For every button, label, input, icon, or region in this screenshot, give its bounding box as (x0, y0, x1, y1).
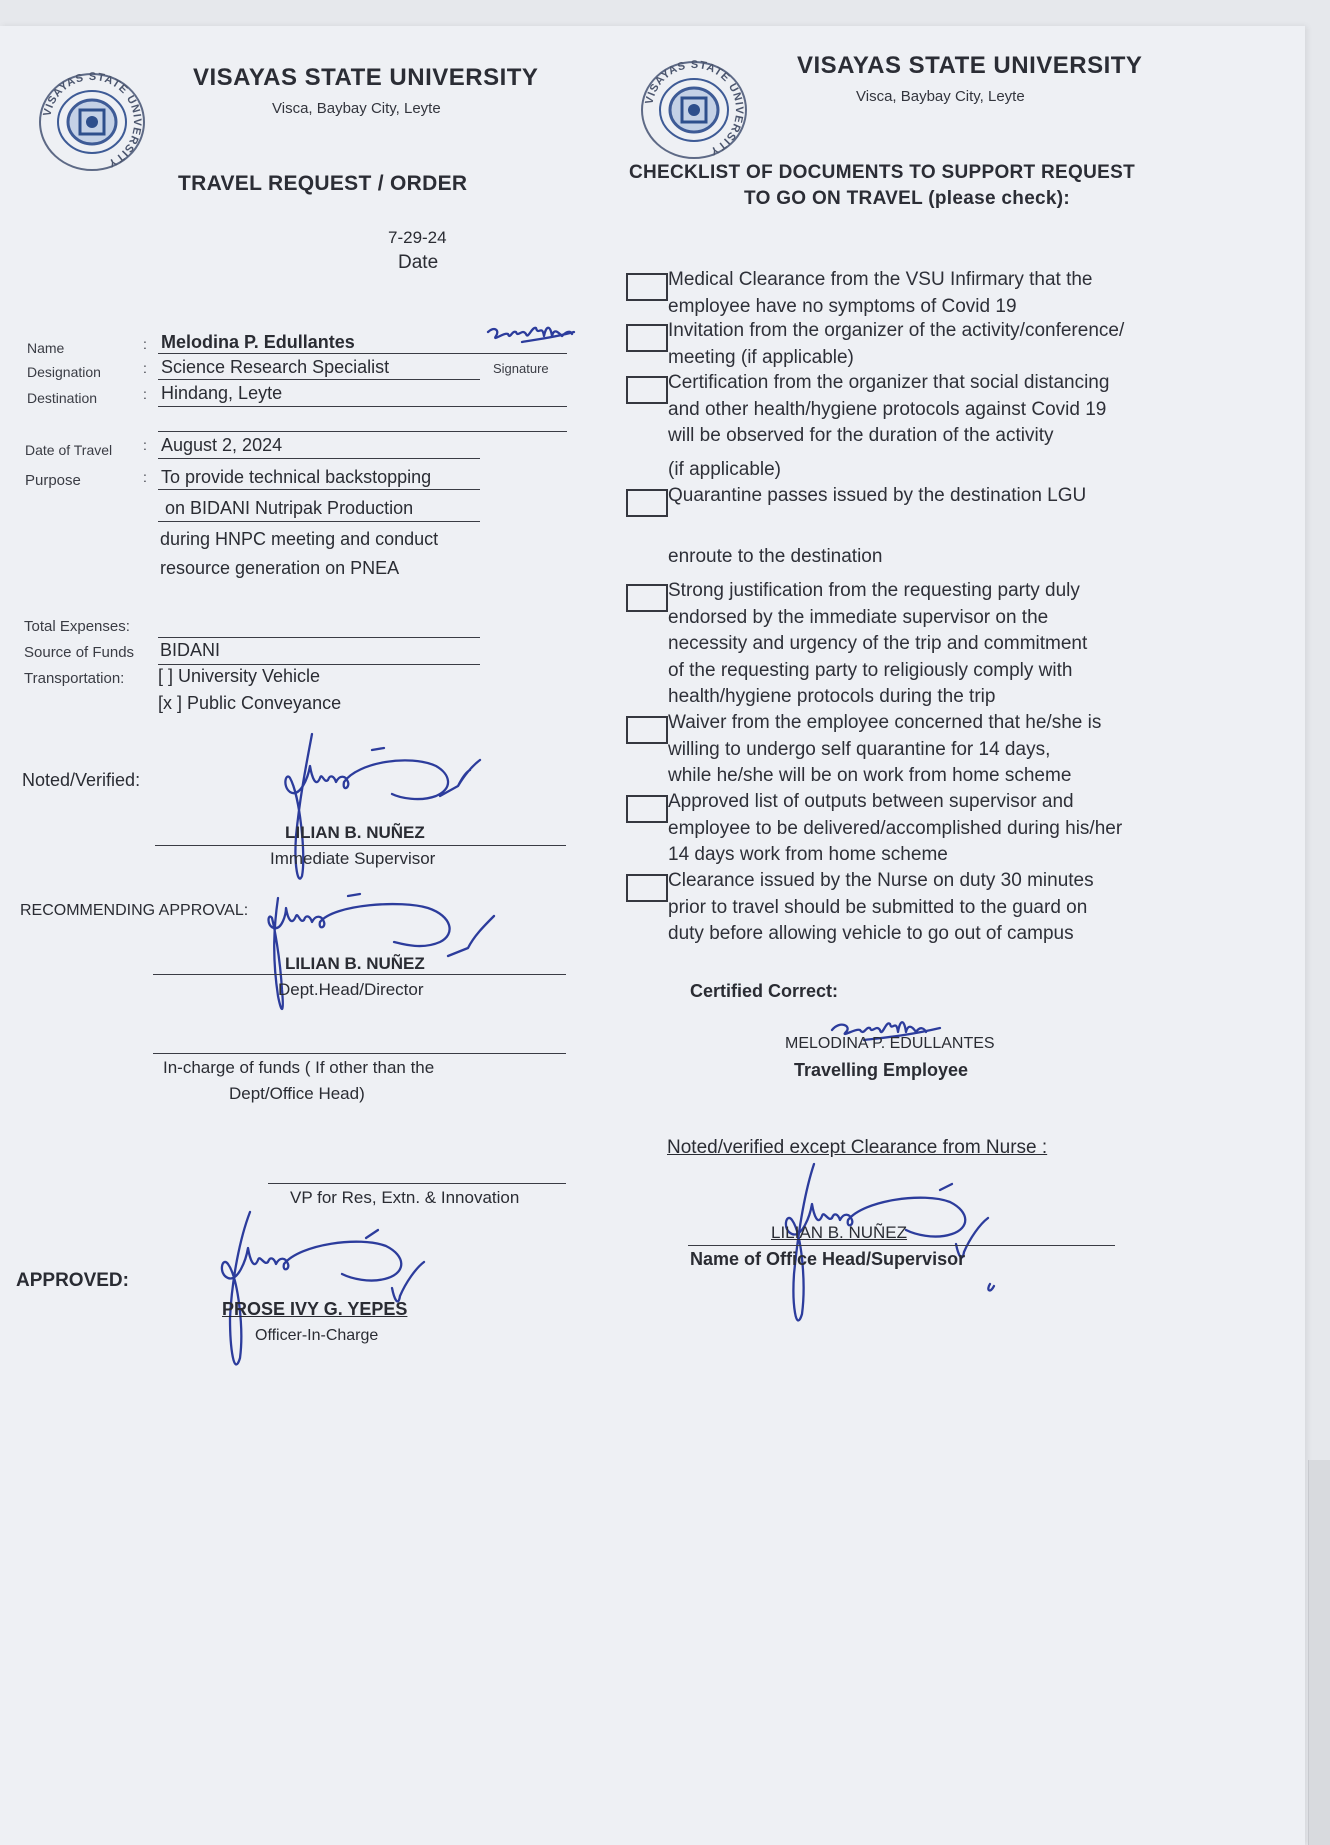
checklist-item-quarantine-passes: Quarantine passes issued by the destination LGU enroute to the destination (668, 485, 1087, 567)
designation-value: Science Research Specialist (161, 357, 390, 377)
svg-text:VISAYAS STATE UNIVERSITY: VISAYAS STATE UNIVERSITY (41, 70, 144, 170)
checkbox-certification[interactable] (626, 376, 668, 404)
purpose-line-2: on BIDANI Nutripak Production (165, 498, 414, 518)
travel-request-title: TRAVEL REQUEST / ORDER (178, 172, 468, 195)
checkbox-invitation[interactable] (626, 324, 668, 352)
checklist-title-line2: TO GO ON TRAVEL (please check): (744, 188, 1071, 209)
purpose-underline-2 (158, 521, 480, 522)
employee-signature-small (482, 322, 578, 356)
incharge-label-line1: In-charge of funds ( If other than the (163, 1058, 435, 1077)
designation-colon: : (143, 360, 147, 376)
university-name-left: VISAYAS STATE UNIVERSITY (193, 64, 539, 91)
recommending-approval-label: RECOMMENDING APPROVAL: (20, 902, 249, 919)
checklist-item-certification: Certification from the organizer that social distancing and other health/hygiene protocols against Covid 19 will be observed for the duration of the activity (if applicable) (668, 372, 1110, 480)
noted-except-nurse-label: Noted/verified except Clearance from Nurse : (667, 1137, 1048, 1158)
checklist-item-waiver: Waiver from the employee concerned that he/she is willing to undergo self quarantine for 14 days, while he/she will be on work from home scheme (668, 712, 1102, 786)
certified-correct-label: Certified Correct: (690, 981, 839, 1001)
noted-verified-label: Noted/Verified: (22, 770, 141, 790)
purpose-colon: : (143, 469, 147, 485)
purpose-underline-1 (158, 489, 480, 490)
incharge-signature-line (153, 1053, 566, 1054)
purpose-label: Purpose (25, 472, 81, 489)
recommending-signature-line (153, 974, 566, 975)
svg-text:VISAYAS STATE UNIVERSITY: VISAYAS STATE UNIVERSITY (643, 58, 746, 158)
transportation-label: Transportation: (24, 670, 125, 687)
office-head-role: Name of Office Head/Supervisor (690, 1249, 966, 1269)
noted-signature (260, 726, 520, 896)
university-address-right: Visca, Baybay City, Leyte (856, 88, 1025, 105)
signature-label: Signature (493, 361, 549, 376)
destination-colon: : (143, 386, 147, 402)
vp-label: VP for Res, Extn. & Innovation (290, 1188, 520, 1207)
noted-signatory-name: LILIAN B. NUÑEZ (285, 823, 425, 842)
adjacent-sheet-edge (1308, 1460, 1330, 1845)
date-value: 7-29-24 (388, 228, 447, 247)
vp-signature-line (268, 1183, 566, 1184)
checklist-item-invitation: Invitation from the organizer of the activity/conference/ meeting (if applicable) (668, 320, 1125, 368)
date-of-travel-label: Date of Travel (25, 442, 113, 458)
checkbox-nurse-clearance[interactable] (626, 874, 668, 902)
noted-signatory-role: Immediate Supervisor (270, 849, 436, 868)
name-value: Melodina P. Edullantes (161, 332, 355, 352)
approved-signature (210, 1198, 480, 1388)
checklist-item-strong-justification: Strong justification from the requesting party duly endorsed by the immediate supervisor on the necessity and urgency of the trip and commitment of the requesting party to religiously comply with health/hygiene protocols during the trip (668, 580, 1088, 707)
date-of-travel-underline (158, 458, 480, 459)
university-seal-left (36, 70, 148, 174)
incharge-label-line2: Dept/Office Head) (229, 1084, 365, 1103)
date-of-travel-value: August 2, 2024 (161, 435, 283, 455)
university-seal-right (638, 58, 750, 162)
checkbox-strong-justification[interactable] (626, 584, 668, 612)
checkbox-approved-outputs[interactable] (626, 795, 668, 823)
designation-underline (158, 379, 480, 380)
document-page (0, 26, 1305, 1845)
approved-signatory-role: Officer-In-Charge (255, 1327, 379, 1344)
designation-label: Designation (27, 364, 101, 380)
university-address-left: Visca, Baybay City, Leyte (272, 100, 441, 117)
office-head-name: LILIAN B. NUÑEZ (771, 1223, 908, 1242)
purpose-line-3: during HNPC meeting and conduct (160, 529, 439, 549)
checklist-item-approved-outputs: Approved list of outputs between supervisor and employee to be delivered/accomplished during his/her 14 days work from home scheme (668, 791, 1123, 865)
name-colon: : (143, 336, 147, 352)
checklist-item-nurse-clearance: Clearance issued by the Nurse on duty 30 minutes prior to travel should be submitted to the guard on duty before allowing vehicle to go out of campus (668, 870, 1094, 944)
travelling-employee-role: Travelling Employee (794, 1060, 969, 1080)
approved-signatory-name: PROSE IVY G. YEPES (222, 1299, 408, 1319)
checklist-item-medical-clearance: Medical Clearance from the VSU Infirmary that the employee have no symptoms of Covid 19 (668, 269, 1093, 317)
office-head-signature-line (688, 1245, 1115, 1246)
name-label: Name (27, 340, 65, 356)
noted-signature-line (155, 845, 566, 846)
source-of-funds-underline (158, 664, 480, 665)
checklist-title-line1: CHECKLIST OF DOCUMENTS TO SUPPORT REQUEST (629, 162, 1135, 183)
transport-public-conveyance: [x ] Public Conveyance (158, 693, 342, 713)
university-name-right: VISAYAS STATE UNIVERSITY (797, 52, 1143, 79)
destination-underline (158, 406, 567, 407)
destination-value: Hindang, Leyte (161, 383, 283, 403)
date-label: Date (398, 252, 439, 273)
checkbox-medical-clearance[interactable] (626, 273, 668, 301)
checkbox-quarantine-passes[interactable] (626, 489, 668, 517)
travelling-employee-name: MELODINA P. EDULLANTES (785, 1035, 995, 1052)
destination-underline-2 (158, 431, 567, 432)
destination-label: Destination (27, 390, 98, 406)
approved-label: APPROVED: (16, 1270, 129, 1291)
purpose-line-1: To provide technical backstopping (161, 467, 432, 487)
source-of-funds-value: BIDANI (160, 640, 221, 660)
transport-university-vehicle: [ ] University Vehicle (158, 666, 321, 686)
source-of-funds-label: Source of Funds (24, 644, 135, 661)
checkbox-waiver[interactable] (626, 716, 668, 744)
total-expenses-label: Total Expenses: (24, 618, 130, 635)
recommending-signatory-name: LILIAN B. NUÑEZ (285, 954, 425, 973)
recommending-signatory-role: Dept.Head/Director (278, 980, 424, 999)
date-of-travel-colon: : (143, 437, 147, 453)
purpose-line-4: resource generation on PNEA (160, 558, 400, 578)
total-expenses-underline (158, 637, 480, 638)
